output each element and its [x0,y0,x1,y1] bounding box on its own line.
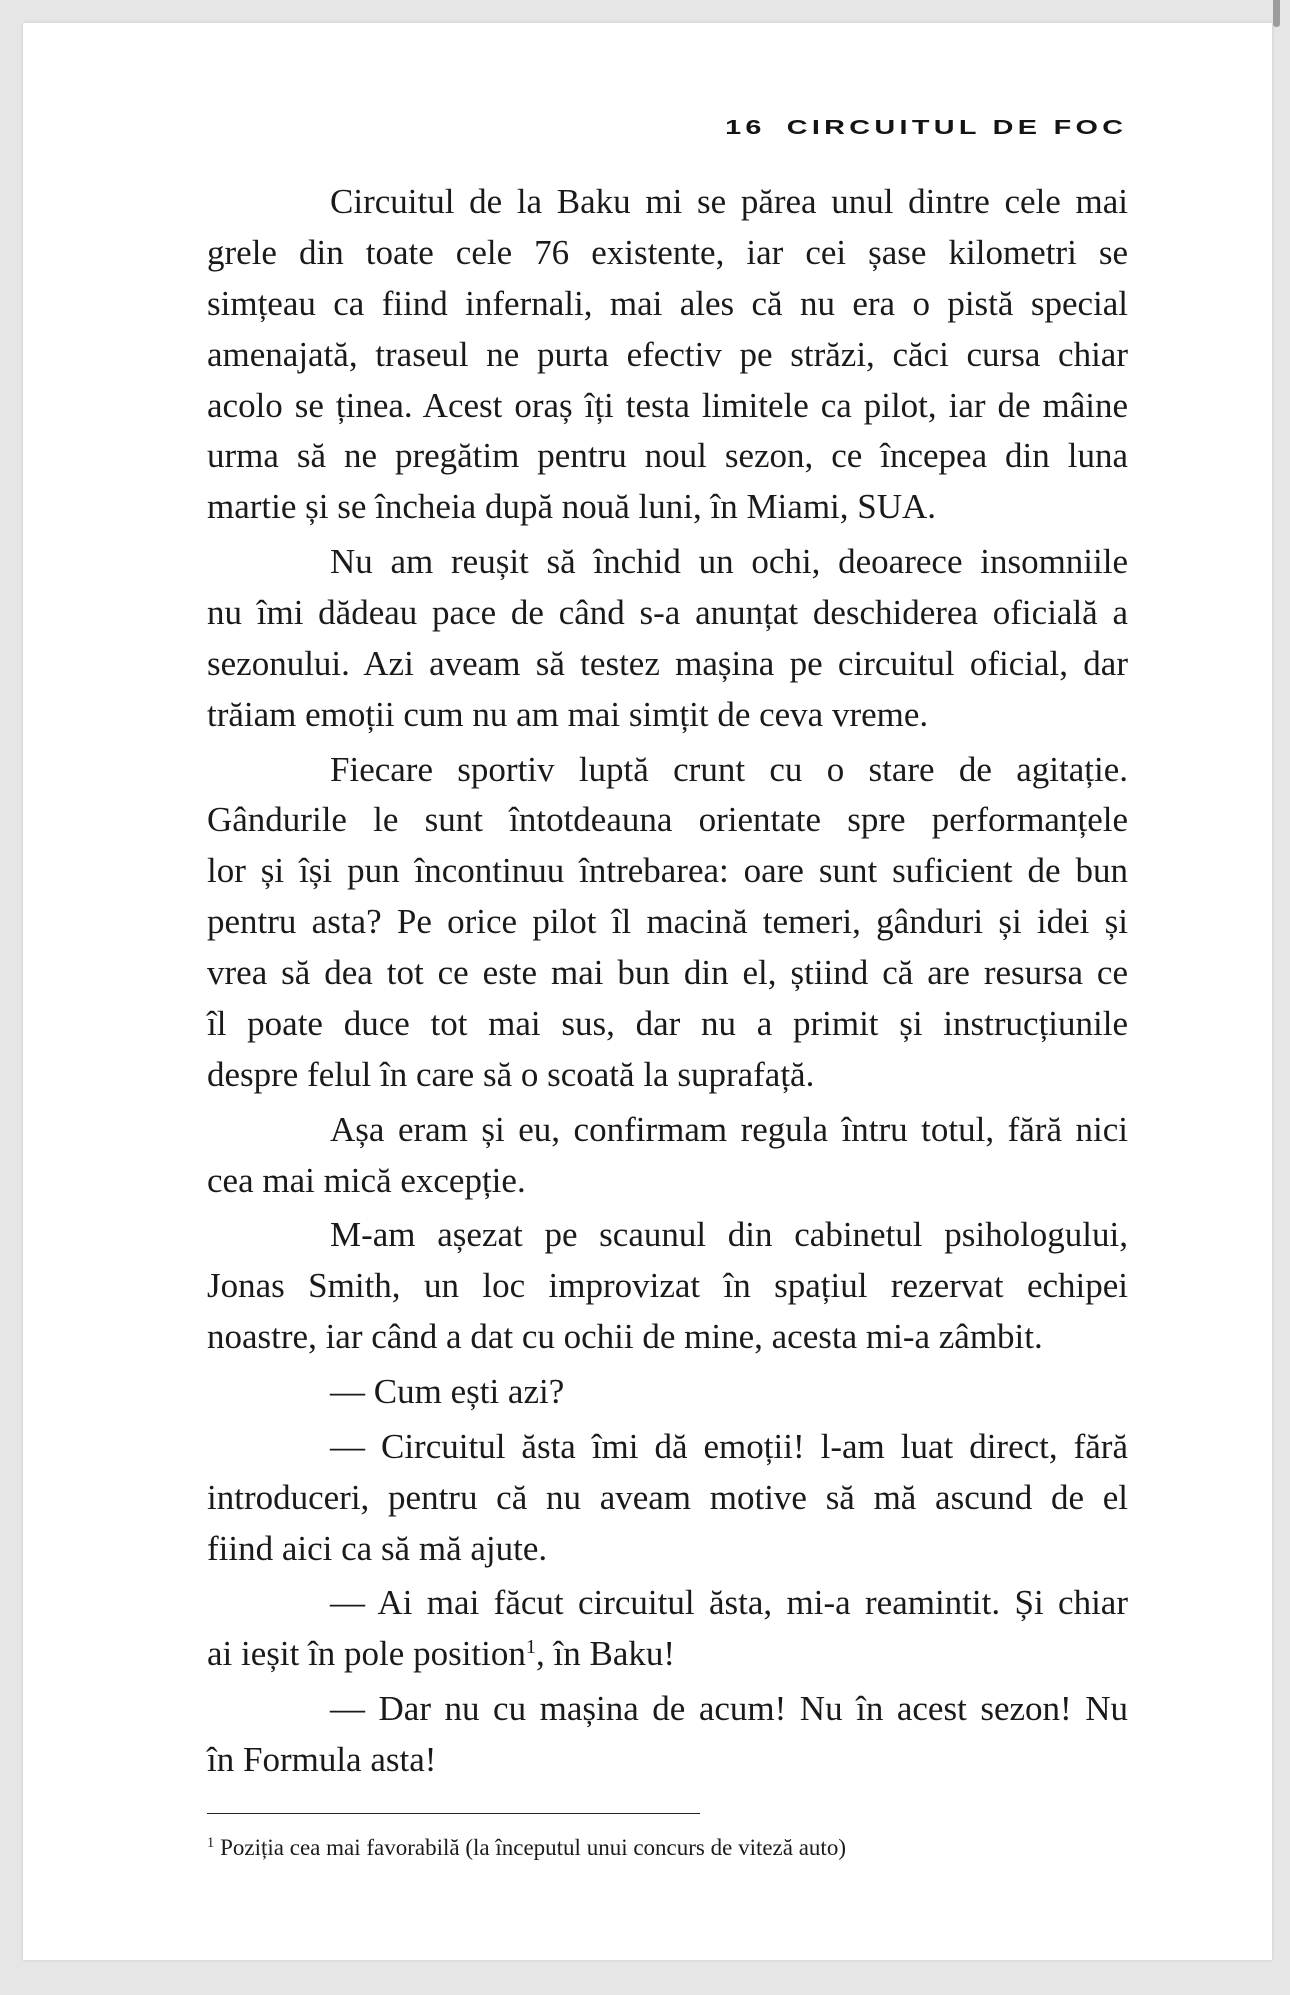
text-line: simțeau ca fiind infernali, mai ales că nu era o pistă special [207,283,1128,323]
paragraph [207,1105,1128,1207]
text-line: — Cum ești azi? [330,1371,565,1411]
paragraph [207,537,1128,741]
paragraph [207,1578,1128,1680]
page-number: 16 [724,117,766,139]
text-line: acolo se ținea. Acest oraș îți testa limitele ca pilot, iar de mâine [207,385,1128,425]
text-line: — Ai mai făcut circuitul ăsta, mi-a reamintit. Și chiar [330,1583,1128,1623]
text-line: lor și își pun încontinuu întrebarea: oare sunt suficient de bun [207,851,1128,891]
text-line: M-am așezat pe scaunul din cabinetul psihologului, [330,1215,1128,1255]
text-line: vrea să dea tot ce este mai bun din el, știind că are resursa ce [207,953,1128,993]
text-line: Gândurile le sunt întotdeauna orientate spre performanțele [207,800,1128,840]
footnote-separator [207,1813,700,1814]
text-line: Așa eram și eu, confirmam regula întru totul, fără nici [330,1109,1128,1149]
body-text [207,177,1128,1786]
text-line: trăiam emoții cum nu am mai simțit de ceva vreme. [207,694,929,734]
text-line: — Dar nu cu mașina de acum! Nu în acest sezon! Nu [330,1688,1128,1728]
text-line: noastre, iar când a dat cu ochii de mine, acesta mi-a zâmbit. [207,1317,1043,1357]
text-line: Jonas Smith, un loc improvizat în spațiul rezervat echipei [207,1266,1128,1306]
text-line: Fiecare sportiv luptă crunt cu o stare de agitație. [330,749,1128,789]
running-title: CIRCUITUL DE FOC [786,117,1127,139]
text-line: sezonului. Azi aveam să testez mașina pe circuitul oficial, dar [207,643,1128,683]
paragraph [207,177,1128,533]
text-segment: ai ieșit în pole position [207,1634,526,1674]
text-line: pentru asta? Pe orice pilot îl macină temeri, gânduri și idei și [207,902,1128,942]
footnote-text: Poziția cea mai favorabilă (la începutul unui concurs de viteză auto) [220,1835,846,1860]
scrollbar-thumb[interactable] [1273,0,1280,27]
text-line [207,1629,1128,1680]
paragraph [207,1684,1128,1786]
paragraph [207,745,1128,1101]
text-line: Circuitul de la Baku mi se părea unul dintre cele mai [330,182,1128,221]
text-line: — Circuitul ăsta îmi dă emoții! l-am luat direct, fără [330,1426,1128,1466]
paragraph [207,1367,1128,1418]
text-line: introduceri, pentru că nu aveam motive să mă ascund de el [207,1477,1128,1517]
paragraph [207,1422,1128,1575]
footnote-reference: 1 [525,1635,537,1658]
text-line: grele din toate cele 76 existente, iar cei șase kilometri se [207,232,1128,272]
paragraph [207,1210,1128,1363]
footnote [207,1834,846,1862]
text-line: urma să ne pregătim pentru noul sezon, ce începea din luna [207,436,1128,476]
text-line: amenajată, traseul ne purta efectiv pe străzi, căci cursa chiar [207,334,1128,374]
text-line: despre felul în care să o scoată la suprafață. [207,1054,815,1094]
text-line: îl poate duce tot mai sus, dar nu a primit și instrucțiunile [207,1004,1128,1044]
footnote-marker: 1 [207,1835,215,1852]
text-line: fiind aici ca să mă ajute. [207,1528,548,1568]
text-segment: , în Baku! [536,1634,676,1674]
text-line: Nu am reușit să închid un ochi, deoarece insomniile [330,542,1128,582]
text-line: în Formula asta! [207,1739,437,1779]
text-line: martie și se încheia după nouă luni, în Miami, SUA. [207,487,937,527]
page-header [725,116,1127,140]
text-line: cea mai mică excepție. [207,1160,526,1200]
text-line: nu îmi dădeau pace de când s-a anunțat deschiderea oficială a [207,593,1128,633]
